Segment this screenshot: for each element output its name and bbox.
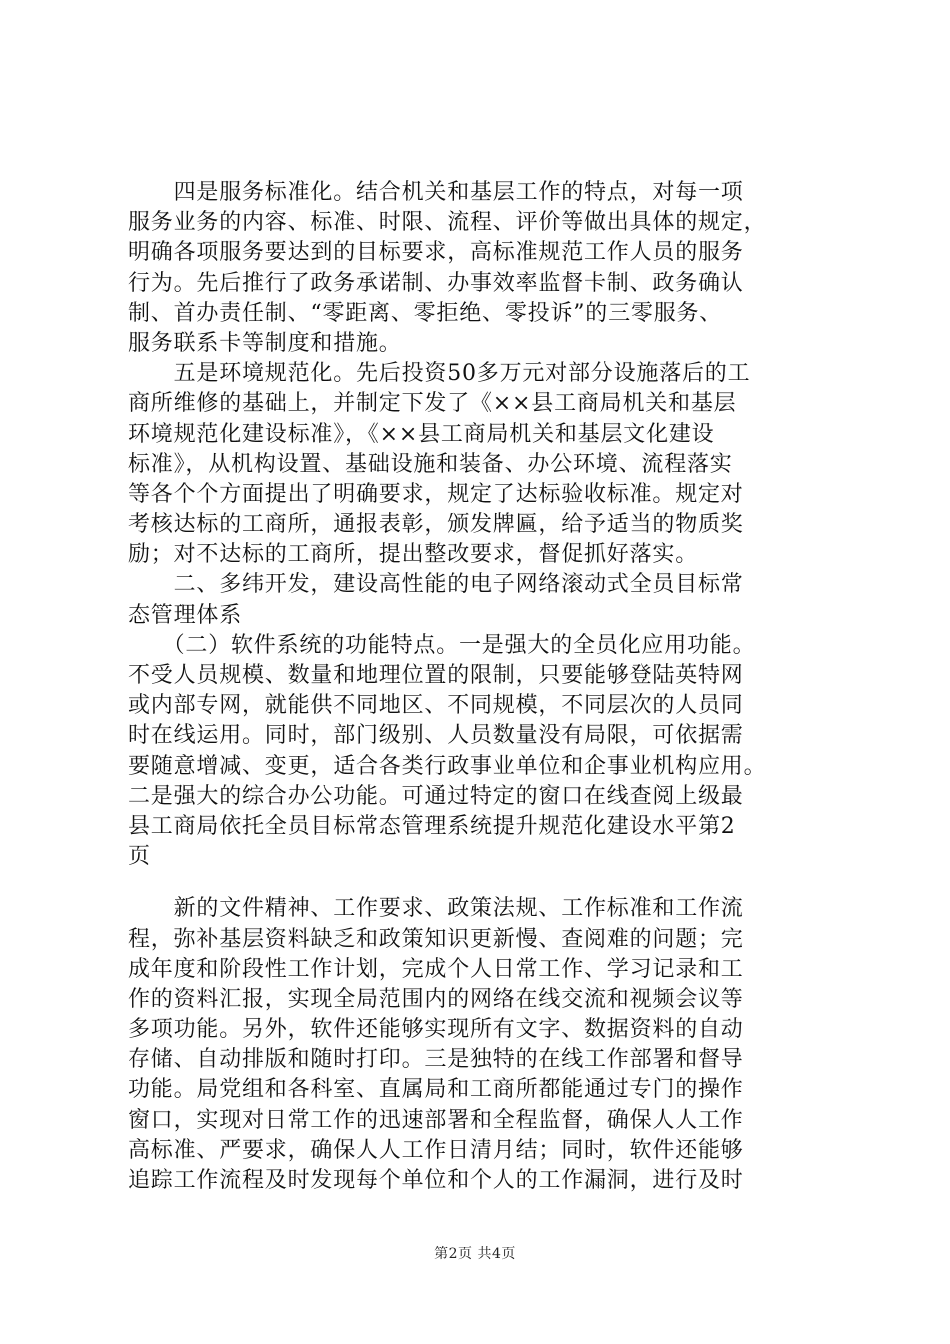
text-line: 功能。局党组和各科室、直属局和工商所都能通过专门的操作 <box>128 1077 744 1103</box>
text-line: 存储、自动排版和随时打印。三是独特的在线工作部署和督导 <box>128 1047 744 1073</box>
running-title-line: 页 <box>128 844 151 870</box>
text-line: 要随意增减、变更，适合各类行政事业单位和企事业机构应用。 <box>128 753 767 779</box>
text-line: 成年度和阶段性工作计划，完成个人日常工作、学习记录和工 <box>128 956 744 982</box>
text-line: 二是强大的综合办公功能。可通过特定的窗口在线查阅上级最 <box>128 783 744 809</box>
text-line: 追踪工作流程及时发现每个单位和个人的工作漏洞，进行及时 <box>128 1168 744 1193</box>
document-body <box>128 178 828 1196</box>
text-line: 等各个个方面提出了明确要求，规定了达标验收标准。规定对 <box>128 481 744 507</box>
text-line: 考核达标的工商所，通报表彰，颁发牌匾，给予适当的物质奖 <box>128 512 744 538</box>
text-line: 明确各项服务要达到的目标要求，高标准规范工作人员的服务 <box>128 240 744 266</box>
running-title-line: 县工商局依托全员目标常态管理系统提升规范化建设水平第2 <box>128 813 736 839</box>
text-line: 高标准、严要求，确保人人工作日清月结；同时，软件还能够 <box>128 1137 744 1163</box>
text-line: 不受人员规模、数量和地理位置的限制，只要能够登陆英特网 <box>128 663 744 688</box>
text-line: 多项功能。另外，软件还能够实现所有文字、数据资料的自动 <box>128 1017 744 1043</box>
text-line: 作的资料汇报，实现全局范围内的网络在线交流和视频会议等 <box>128 986 744 1012</box>
text-line: 程，弥补基层资料缺乏和政策知识更新慢、查阅难的问题；完 <box>128 926 744 952</box>
text-line: 新的文件精神、工作要求、政策法规、工作标准和工作流 <box>128 896 744 922</box>
text-line: 四是服务标准化。结合机关和基层工作的特点，对每一项 <box>128 180 744 205</box>
text-line: 服务联系卡等制度和措施。 <box>128 330 402 356</box>
text-line: 或内部专网，就能供不同地区、不同规模，不同层次的人员同 <box>128 693 744 719</box>
text-line: （二）软件系统的功能特点。一是强大的全员化应用功能。 <box>128 632 756 658</box>
text-line: 五是环境规范化。先后投资50多万元对部分设施落后的工 <box>128 361 751 387</box>
page-number-footer: 第2页 共4页 <box>434 1246 516 1262</box>
text-line: 服务业务的内容、标准、时限、流程、评价等做出具体的规定， <box>128 210 767 236</box>
section-heading-line: 态管理体系 <box>128 602 243 628</box>
text-line: 标准》，从机构设置、基础设施和装备、办公环境、流程落实 <box>128 451 733 477</box>
text-line: 商所维修的基础上，并制定下发了《××县工商局机关和基层 <box>128 391 737 417</box>
section-heading-line: 二、多纬开发，建设高性能的电子网络滚动式全员目标常 <box>128 572 744 598</box>
text-line: 行为。先后推行了政务承诺制、办事效率监督卡制、政务确认 <box>128 270 744 296</box>
text-line: 时在线运用。同时，部门级别、人员数量没有局限，可依据需 <box>128 723 744 749</box>
text-line: 励；对不达标的工商所，提出整改要求，督促抓好落实。 <box>128 542 699 568</box>
text-line: 窗口，实现对日常工作的迅速部署和全程监督，确保人人工作 <box>128 1107 744 1133</box>
text-line: 制、首办责任制、“零距离、零拒绝、零投诉”的三零服务、 <box>128 300 723 326</box>
text-line: 环境规范化建设标准》，《××县工商局机关和基层文化建设 <box>128 421 715 447</box>
